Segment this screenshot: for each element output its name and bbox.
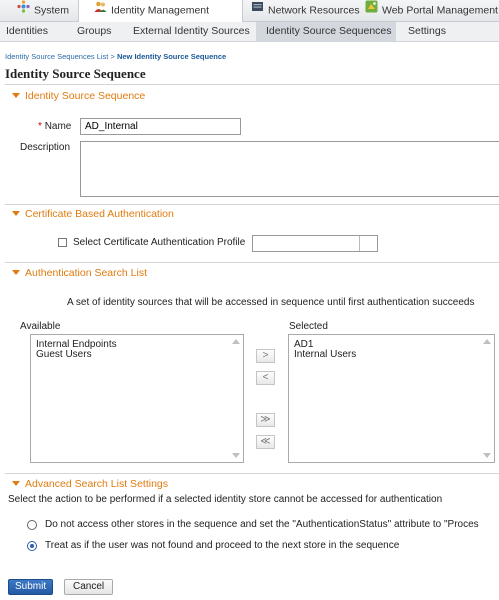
section-cert-header[interactable] (12, 208, 174, 220)
name-input[interactable] (80, 118, 241, 135)
section-identity-title: Identity Source Sequence (25, 90, 146, 102)
select-divider (359, 236, 360, 251)
available-label: Available (20, 321, 61, 332)
search-description: A set of identity sources that will be accessed in sequence until first authentication succeeds (67, 297, 475, 308)
subtab-settings[interactable]: Settings (408, 25, 446, 37)
list-item[interactable]: Internal Endpoints (36, 339, 117, 350)
subtab-identity-source-sequences[interactable]: Identity Source Sequences (256, 22, 396, 41)
subtab-identities[interactable]: Identities (6, 25, 49, 37)
tab-network-resources-label: Network Resources (268, 4, 360, 17)
required-marker: * (38, 121, 42, 132)
section-divider (5, 262, 499, 263)
name-label-text: Name (44, 121, 72, 132)
breadcrumb (5, 52, 226, 61)
web-portal-icon (365, 0, 378, 21)
scroll-up-icon[interactable] (232, 339, 240, 344)
description-label: Description (20, 142, 71, 153)
tab-web-portal-label: Web Portal Management (382, 4, 498, 17)
option-treat-not-found-radio[interactable] (27, 541, 37, 551)
tab-web-portal-management[interactable] (365, 0, 498, 21)
cert-profile-checkbox[interactable] (58, 238, 67, 247)
tab-identity-management[interactable] (78, 0, 243, 22)
section-advanced-title: Advanced Search List Settings (25, 478, 169, 490)
section-search-header[interactable] (12, 267, 147, 279)
scrollbar[interactable] (481, 335, 494, 462)
option-treat-not-found-label: Treat as if the user was not found and proceed to the next store in the sequence (45, 540, 400, 551)
section-search-title: Authentication Search List (25, 267, 147, 279)
breadcrumb-current: New Identity Source Sequence (116, 52, 227, 61)
breadcrumb-parent-link[interactable]: Identity Source Sequences List (5, 52, 109, 61)
selected-label: Selected (289, 321, 328, 332)
section-cert-title: Certificate Based Authentication (25, 208, 174, 220)
top-navigation (0, 0, 499, 22)
move-right-button[interactable]: > (256, 349, 275, 363)
move-left-button[interactable]: < (256, 371, 275, 385)
advanced-description: Select the action to be performed if a selected identity store cannot be accessed for authentication (8, 494, 443, 505)
identity-management-icon (94, 0, 107, 21)
option-do-not-access-label: Do not access other stores in the sequence and set the "AuthenticationStatus" attribute to "Proces (45, 519, 479, 530)
page-title: Identity Source Sequence (5, 66, 146, 81)
tab-network-resources[interactable] (251, 0, 360, 21)
collapse-triangle-icon (12, 93, 20, 98)
move-all-right-button[interactable]: ≫ (256, 413, 275, 427)
available-listbox[interactable] (30, 334, 244, 463)
selected-listbox[interactable] (288, 334, 495, 463)
collapse-triangle-icon (12, 270, 20, 275)
section-divider (5, 204, 499, 205)
list-item[interactable]: Guest Users (36, 349, 92, 360)
collapse-triangle-icon (12, 211, 20, 216)
description-textarea[interactable] (80, 141, 499, 197)
section-identity-header[interactable] (12, 90, 145, 102)
subtab-groups[interactable]: Groups (77, 25, 112, 37)
scroll-down-icon[interactable] (232, 453, 240, 458)
submit-button[interactable]: Submit (8, 579, 53, 595)
subtab-external-identity-sources[interactable]: External Identity Sources (133, 25, 250, 37)
network-resources-icon (251, 0, 264, 21)
list-item[interactable]: AD1 (294, 339, 314, 350)
cancel-button[interactable]: Cancel (64, 579, 113, 595)
scroll-up-icon[interactable] (483, 339, 491, 344)
option-do-not-access-radio[interactable] (27, 520, 37, 530)
tab-system-label: System (34, 4, 70, 17)
tab-identity-management-label: Identity Management (111, 4, 210, 17)
section-divider (5, 84, 499, 85)
scroll-down-icon[interactable] (483, 453, 491, 458)
breadcrumb-separator: > (108, 52, 117, 61)
system-icon (17, 0, 30, 21)
list-item[interactable]: Internal Users (294, 349, 357, 360)
sub-navigation (0, 22, 499, 42)
cert-profile-label: Select Certificate Authentication Profile (73, 237, 246, 248)
move-all-left-button[interactable]: ≪ (256, 435, 275, 449)
scrollbar[interactable] (230, 335, 243, 462)
tab-system[interactable] (17, 0, 69, 21)
name-label (38, 121, 71, 132)
section-advanced-header[interactable] (12, 478, 168, 490)
collapse-triangle-icon (12, 481, 20, 486)
section-divider (5, 473, 499, 474)
